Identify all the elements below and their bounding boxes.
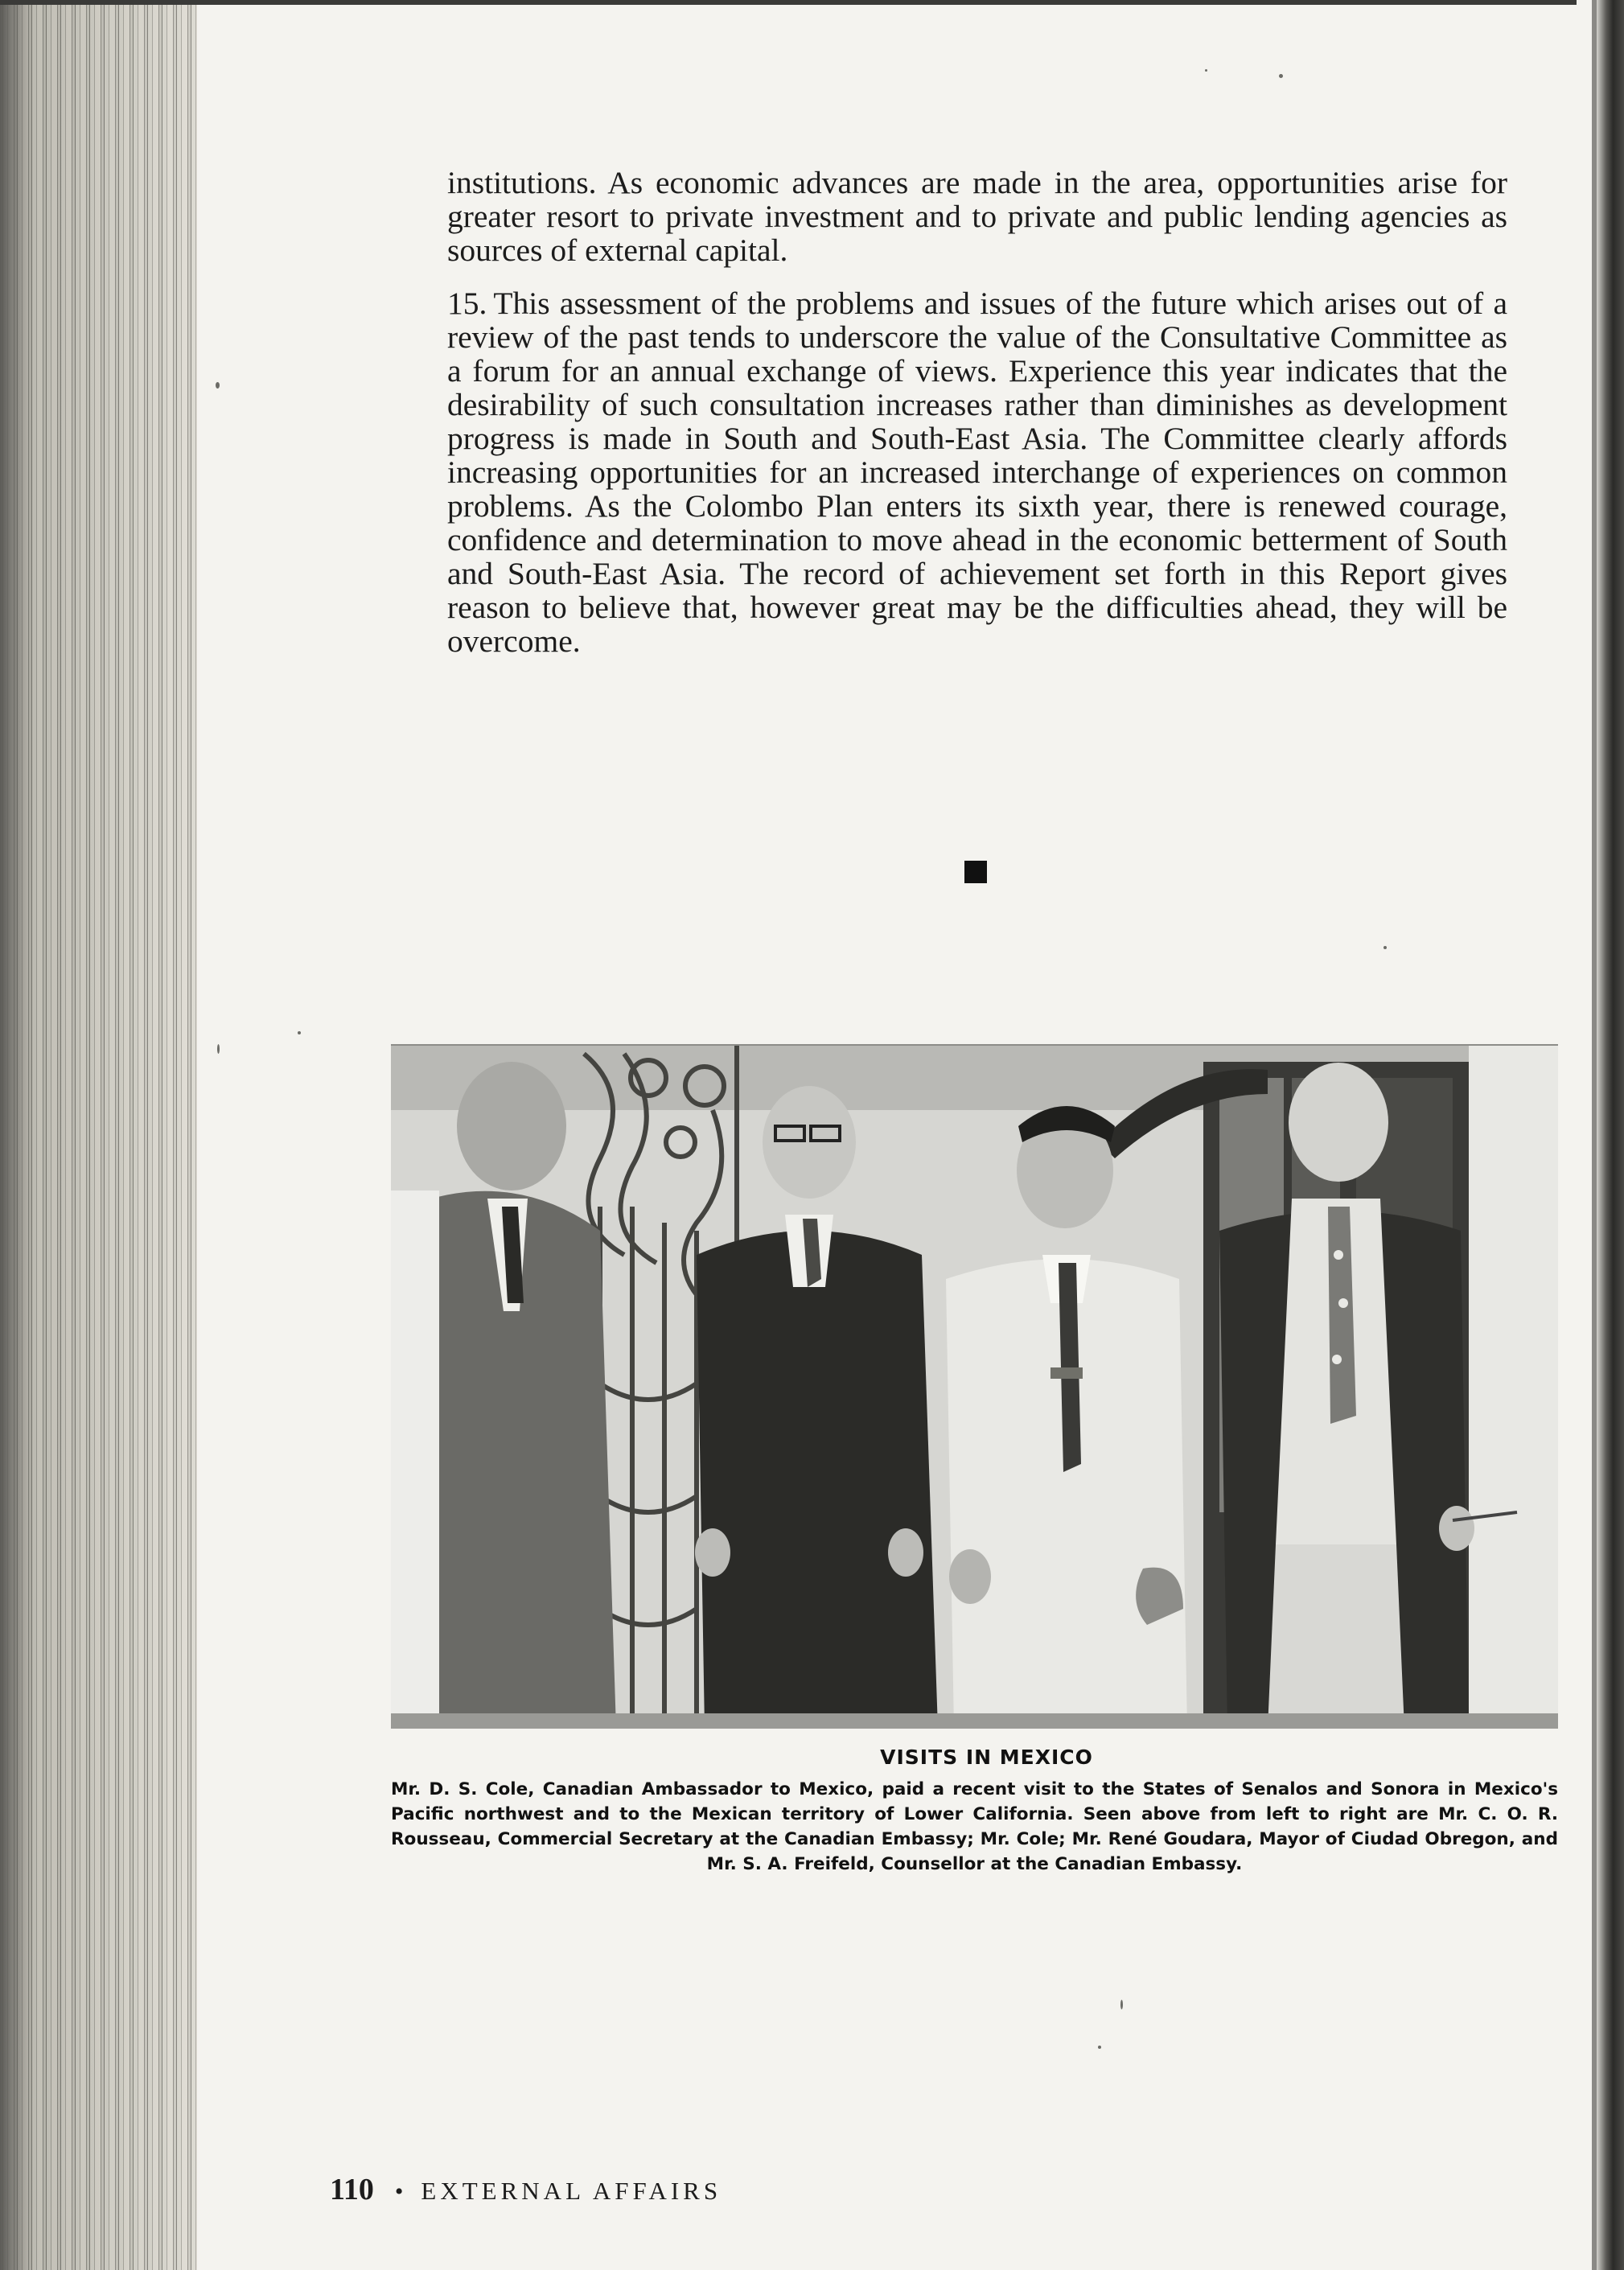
right-scan-border [1597,0,1624,2270]
paragraph-15-number: 15. [447,286,487,321]
paragraph-14-end: institutions. As economic advances are made in the area, opportunities arise for greater resort to private investment and to private and public lending agencies as sources of external capital. [447,165,1507,268]
scan-speck [217,1044,220,1054]
paragraph-15 [447,286,1507,658]
scan-speck [1383,946,1387,949]
caption-text: Mr. D. S. Cole, Canadian Ambassador to Mexico, paid a recent visit to the States of Senalos and Sonora in Mexico's Pacific northwest and to the Mexican territory of Lower California. Seen above from left to right are Mr. C. O. R. Rousseau, Commercial Secretary at the Canadian Embassy; Mr. Cole; Mr. René Goudara, Mayor of Ciudad Obregon, and Mr. S. A. Freifeld, Counsellor at the Canadian Embassy. [391,1779,1558,1874]
photo-visits-in-mexico [391,1044,1558,1729]
paragraph-15-text: This assessment of the problems and issues of the future which arises out of a review of the past tends to underscore the value of the Consultative Committee as a forum for an annual exchange of views. Experience this year indicates that the desirability of such consultation increases rather than diminishes as development progress is made in South and South-East Asia. The Committee clearly affords increasing opportunities for an increased interchange of experiences on common problems. As the Colombo Plan enters its sixth year, there is renewed courage, confidence and determination to move ahead in the economic betterment of South and South-East Asia. The record of achievement set forth in this Report gives reason to believe that, however great may be the difficulties ahead, they will be overcome. [447,286,1507,659]
scan-speck [1279,74,1283,78]
top-scan-border [0,0,1577,5]
scan-speck [298,1031,301,1034]
section-end-square-mark [964,861,987,883]
publication-title: EXTERNAL AFFAIRS [421,2177,722,2205]
body-text [447,166,1507,677]
scan-speck [1205,69,1207,72]
scan-speck [1120,2000,1123,2009]
photo-illustration [391,1046,1558,1729]
scan-speck [216,382,220,389]
scan-speck [1098,2046,1101,2049]
binding-shadow [0,0,32,2270]
caption-title: VISITS IN MEXICO [880,1746,1093,1769]
page-footer [330,2172,722,2207]
photo-caption [391,1746,1558,1877]
footer-separator: • [394,2178,404,2205]
page-number: 110 [330,2173,374,2206]
